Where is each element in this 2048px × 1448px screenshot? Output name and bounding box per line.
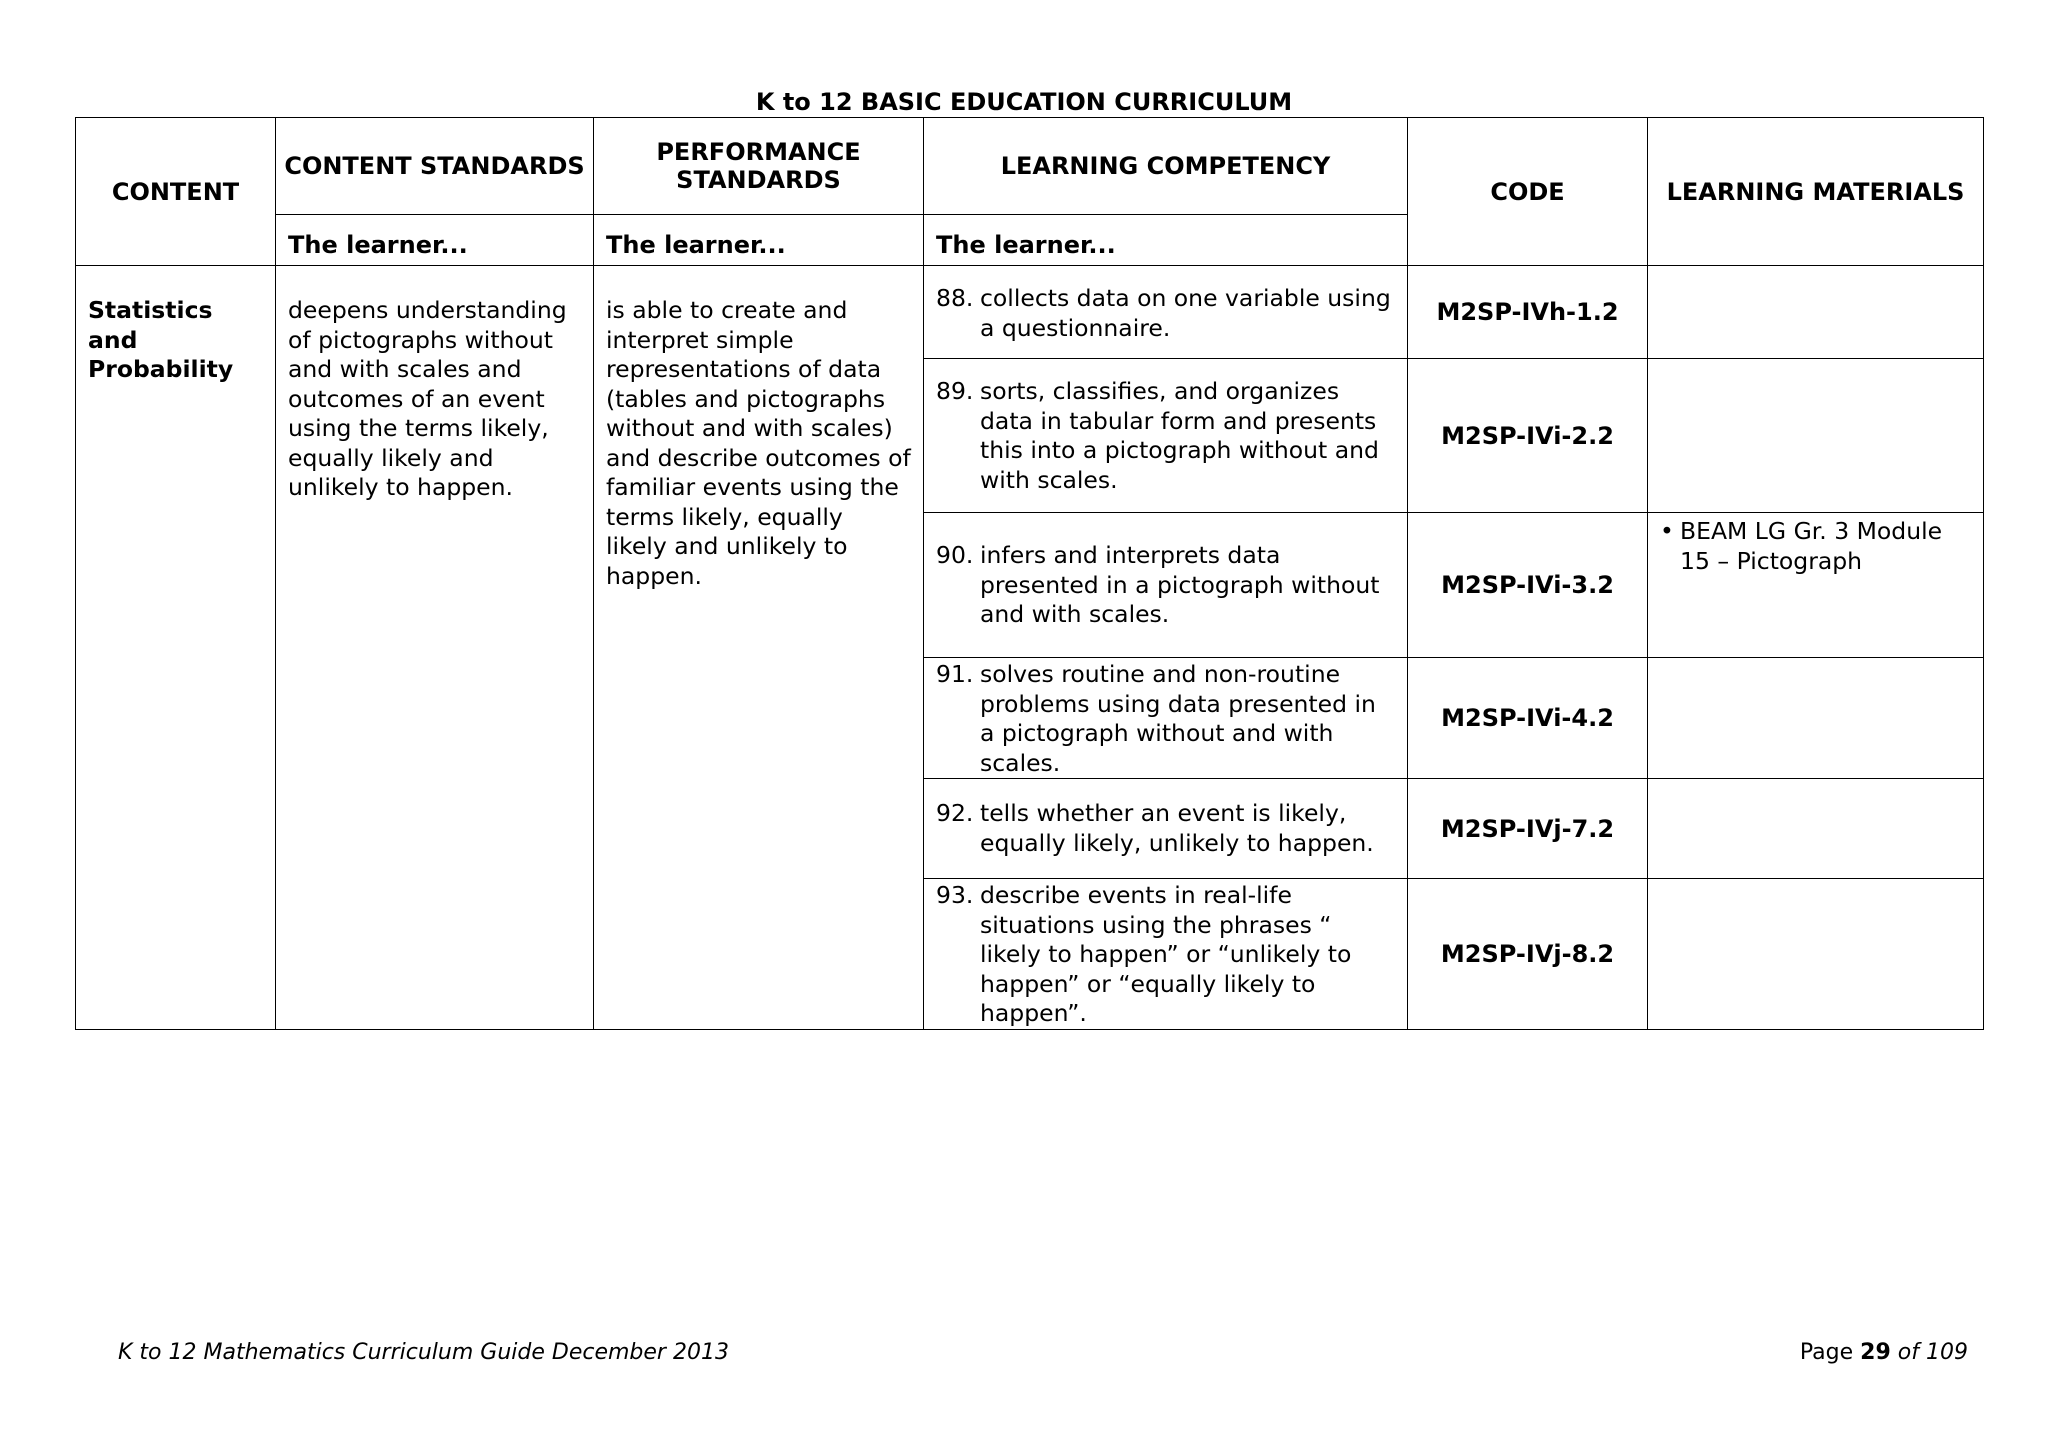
footer-guide-title: K to 12 Mathematics Curriculum Guide December 2013	[118, 1340, 729, 1365]
header-learning-competency: LEARNING COMPETENCY	[924, 118, 1408, 215]
competency-text: tells whether an event is likely, equally likely, unlikely to happen.	[980, 799, 1374, 857]
header-content: CONTENT	[76, 118, 276, 266]
competency-text: collects data on one variable using a questionnaire.	[980, 284, 1391, 342]
page-total: of 109	[1897, 1340, 1968, 1365]
document-title: K to 12 BASIC EDUCATION CURRICULUM	[755, 88, 1293, 116]
competency-number: 92.	[936, 799, 974, 827]
competency-number: 90.	[936, 541, 974, 569]
competency-cell	[924, 359, 1408, 513]
bullet-icon: •	[1660, 517, 1674, 545]
materials-cell	[1648, 266, 1984, 359]
competency-number: 93.	[936, 881, 974, 909]
header-performance-standards: PERFORMANCE STANDARDS	[594, 118, 924, 215]
header-learning-materials: LEARNING MATERIALS	[1648, 118, 1984, 266]
content-cell: Statistics and Probability	[76, 266, 276, 1030]
content-standard-cell: deepens understanding of pictographs without and with scales and outcomes of an event using the terms likely, equally likely and unlikely to happen.	[276, 266, 594, 1030]
code-cell: M2SP-IVi-4.2	[1408, 658, 1648, 779]
competency-cell	[924, 658, 1408, 779]
code-cell: M2SP-IVi-3.2	[1408, 513, 1648, 658]
code-cell: M2SP-IVh-1.2	[1408, 266, 1648, 359]
performance-standard-cell: is able to create and interpret simple representations of data (tables and pictographs without and with scales) and describe outcomes of familiar events using the terms likely, equally likely and unlikely to happen.	[594, 266, 924, 1030]
materials-cell	[1648, 779, 1984, 879]
competency-cell	[924, 779, 1408, 879]
competency-text: describe events in real-life situations using the phrases “ likely to happen” or “unlikely to happen” or “equally likely to happen”.	[980, 881, 1352, 1027]
footer-page-number	[1800, 1340, 1968, 1365]
subheader-content-standards: The learner...	[276, 215, 594, 266]
code-cell: M2SP-IVj-7.2	[1408, 779, 1648, 879]
competency-cell	[924, 266, 1408, 359]
materials-cell	[1648, 879, 1984, 1030]
material-text: BEAM LG Gr. 3 Module 15 – Pictograph	[1680, 517, 1943, 575]
materials-cell	[1648, 658, 1984, 779]
code-cell: M2SP-IVj-8.2	[1408, 879, 1648, 1030]
competency-number: 89.	[936, 377, 974, 405]
competency-cell	[924, 513, 1408, 658]
page-number: 29	[1860, 1340, 1891, 1365]
competency-cell	[924, 879, 1408, 1030]
competency-text: sorts, classifies, and organizes data in tabular form and presents this into a pictograph without and with scales.	[980, 377, 1379, 494]
subheader-performance-standards: The learner...	[594, 215, 924, 266]
curriculum-table	[75, 117, 1984, 1030]
header-code: CODE	[1408, 118, 1648, 266]
subheader-learning-competency: The learner...	[924, 215, 1408, 266]
competency-number: 91.	[936, 660, 974, 688]
competency-number: 88.	[936, 284, 974, 312]
competency-text: infers and interprets data presented in a pictograph without and with scales.	[980, 541, 1380, 628]
header-content-standards: CONTENT STANDARDS	[276, 118, 594, 215]
competency-text: solves routine and non-routine problems using data presented in a pictograph without and with scales.	[980, 660, 1376, 777]
materials-cell	[1648, 359, 1984, 513]
code-cell: M2SP-IVi-2.2	[1408, 359, 1648, 513]
page-word: Page	[1799, 1340, 1854, 1365]
materials-cell	[1648, 513, 1984, 658]
